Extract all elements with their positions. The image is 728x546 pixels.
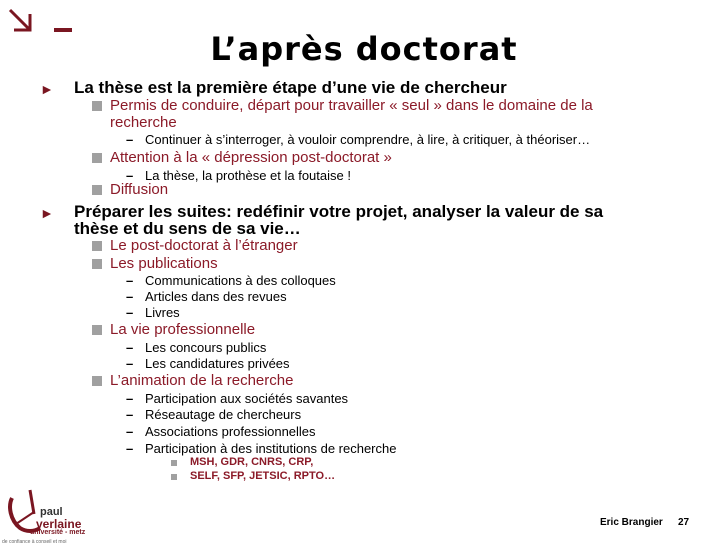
logo-text-verlaine: verlaine <box>36 517 82 531</box>
dash-bullet-icon: – <box>126 391 134 406</box>
dash-bullet-icon: – <box>126 273 134 288</box>
square-bullet-icon <box>92 376 102 386</box>
square-bullet-icon <box>92 101 102 111</box>
level4-bullet-self: SELF, SFP, JETSIC, RPTO… <box>190 470 336 482</box>
sub-bullet-vie-pro: La vie professionnelle <box>110 321 256 338</box>
square-bullet-icon <box>171 460 177 466</box>
sub-sub-bullet-societes: Participation aux sociétés savantes <box>145 391 349 406</box>
square-bullet-icon <box>92 153 102 163</box>
sub-sub-bullet-institutions: Participation à des institutions de recherche <box>145 441 397 456</box>
sub-sub-bullet-candidatures: Les candidatures privées <box>145 356 290 371</box>
sub-bullet-diffusion: Diffusion <box>110 181 169 198</box>
square-bullet-icon <box>92 241 102 251</box>
sub-bullet-publications: Les publications <box>110 255 218 272</box>
sub-sub-bullet-livres: Livres <box>145 305 180 320</box>
dash-bullet-icon: – <box>126 168 134 183</box>
dash-bullet-icon: – <box>126 441 134 456</box>
sub-sub-bullet-concours: Les concours publics <box>145 340 267 355</box>
dash-bullet-icon: – <box>126 305 134 320</box>
logo-text-paul: paul <box>40 506 63 518</box>
square-bullet-icon <box>171 474 177 480</box>
logo-text-university: université - metz <box>30 529 86 536</box>
slide-title: L’après doctorat <box>210 30 518 68</box>
bullet-2-line2: thèse et du sens de sa vie… <box>74 219 301 238</box>
sub-sub-bullet-reseautage: Réseautage de chercheurs <box>145 407 302 422</box>
sub-bullet-permis-line2: recherche <box>110 114 177 131</box>
dash-bullet-icon: – <box>126 407 134 422</box>
logo-tagline: de confiance à conseil et moi <box>2 539 67 545</box>
sub-bullet-animation: L’animation de la recherche <box>110 372 294 389</box>
sub-sub-bullet-continuer: Continuer à s’interroger, à vouloir comprendre, à lire, à critiquer, à théoriser… <box>145 132 591 147</box>
triangle-bullet-icon: ► <box>40 81 54 97</box>
footer-author: Eric Brangier <box>600 517 663 528</box>
sub-sub-bullet-communications: Communications à des colloques <box>145 273 336 288</box>
sub-sub-bullet-these: La thèse, la prothèse et la foutaise ! <box>145 168 351 183</box>
dash-bullet-icon: – <box>126 424 134 439</box>
sub-sub-bullet-associations: Associations professionnelles <box>145 424 316 439</box>
page-number: 27 <box>678 517 690 528</box>
dash-bullet-icon: – <box>126 289 134 304</box>
dash-bullet-icon: – <box>126 356 134 371</box>
square-bullet-icon <box>92 325 102 335</box>
sub-bullet-depression: Attention à la « dépression post-doctorat » <box>110 149 392 166</box>
dash-bullet-icon: – <box>126 340 134 355</box>
bullet-1: La thèse est la première étape d’une vie de chercheur <box>74 78 507 97</box>
bullet-2-line1: Préparer les suites: redéfinir votre projet, analyser la valeur de sa <box>74 202 604 221</box>
triangle-bullet-icon: ► <box>40 205 54 221</box>
square-bullet-icon <box>92 259 102 269</box>
sub-bullet-permis-line1: Permis de conduire, départ pour travailler « seul » dans le domaine de la <box>110 97 593 114</box>
sub-bullet-postdoc: Le post-doctorat à l’étranger <box>110 237 298 254</box>
sub-sub-bullet-articles: Articles dans des revues <box>145 289 287 304</box>
square-bullet-icon <box>92 185 102 195</box>
level4-bullet-msh: MSH, GDR, CNRS, CRP, <box>190 456 314 468</box>
dash-bullet-icon: – <box>126 132 134 147</box>
